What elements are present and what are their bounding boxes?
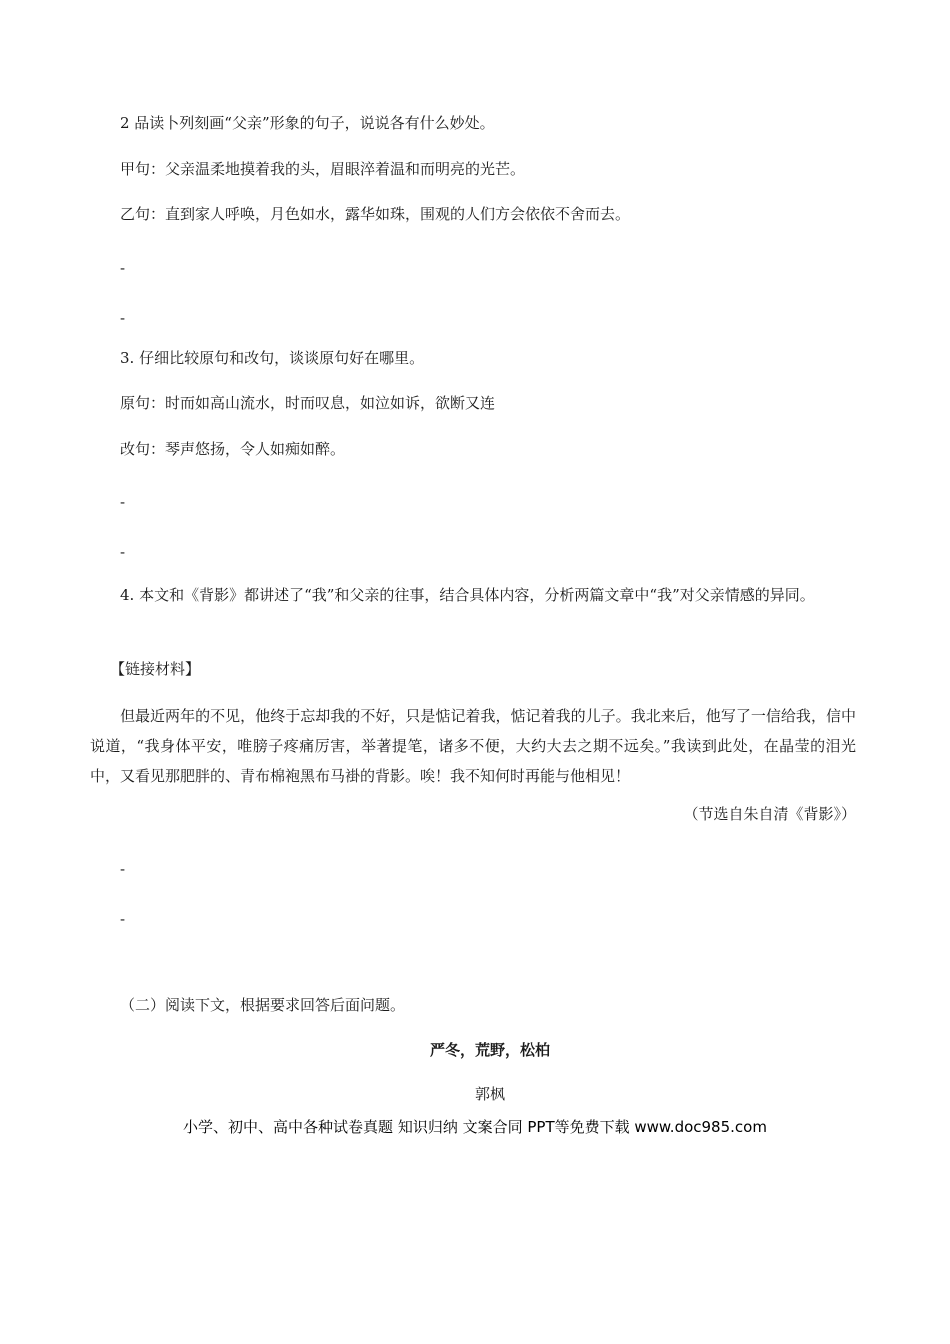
question-3-answer-line-2: - [120,543,126,561]
article-title: 严冬，荒野，松柏 [429,1041,550,1059]
article-author: 郭枫 [474,1085,505,1103]
question-4-prompt: 4. 本文和《背影》都讲述了“我”和父亲的往事，结合具体内容，分析两篇文章中“我”对父亲情感的异同。 [120,586,815,604]
question-2-answer-line-2: - [120,309,126,327]
question-4-answer-line-1: - [120,860,126,878]
question-2-sentence-b: 乙句：直到家人呼唤，月色如水，露华如珠，围观的人们方会依依不舍而去。 [120,205,631,223]
section-2-intro: （二）阅读下文，根据要求回答后面问题。 [120,996,406,1014]
question-4-answer-line-2: - [120,910,126,928]
question-2-sentence-a: 甲句：父亲温柔地摸着我的头，眉眼淬着温和而明亮的光芒。 [120,160,526,178]
question-2-prompt: 2 品读卜列刻画“父亲”形象的句子，说说各有什么妙处。 [120,114,495,132]
excerpt-paragraph: 但最近两年的不见，他终于忘却我的不好，只是惦记着我，惦记着我的儿子。我北来后，他写了一信给我，信中说道，“我身体平安，唯膀子疼痛厉害，举著提笔，诸多不便，大约大去之期不远矣。”我读到此处，在晶莹的泪光中，又看见那肥胖的、青布棉袍黑布马褂的背影。唉！我不知何时再能与他相见！ [90,707,856,785]
question-3-prompt: 3. 仔细比较原句和改句，谈谈原句好在哪里。 [120,349,425,367]
question-3-original-sentence: 原句：时而如高山流水，时而叹息，如泣如诉，欲断又连 [120,394,496,412]
question-3-answer-line-1: - [120,493,126,511]
footer-download-link[interactable]: 小学、初中、高中各种试卷真题 知识归纳 文案合同 PPT等免费下载 www.doc985.com [183,1118,767,1136]
link-material-heading: 【链接材料】 [110,660,201,678]
excerpt-source: （节选自朱自清《背影》） [683,805,856,823]
question-2-answer-line-1: - [120,259,126,277]
question-3-revised-sentence: 改句：琴声悠扬，令人如痴如醉。 [120,440,346,458]
